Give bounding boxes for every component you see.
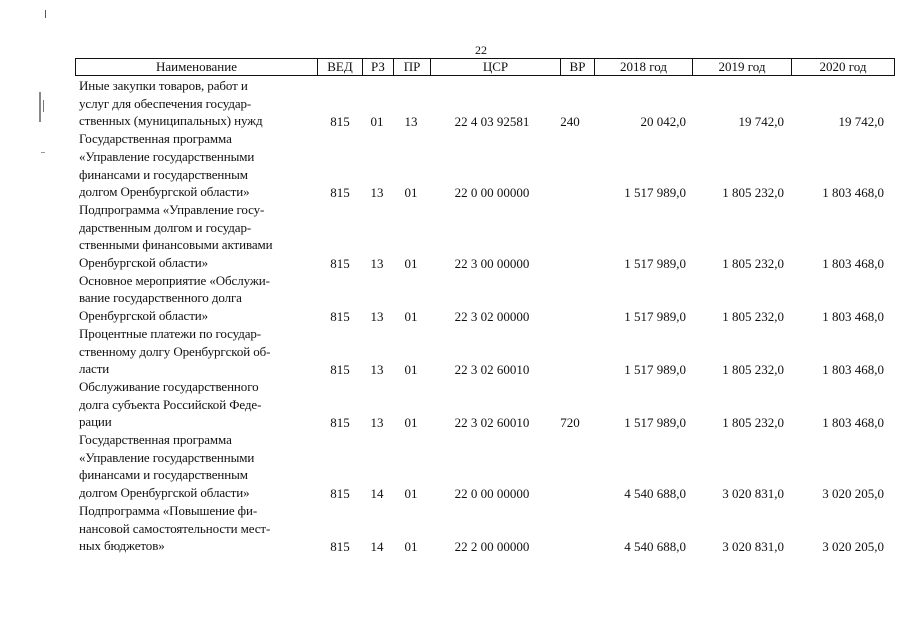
cell-name: Государственная программа «Управление государственными финансами и государственным долгом Оренбургской области» — [79, 131, 255, 200]
col-header-2018: 2018 год — [594, 58, 692, 76]
table-row — [0, 378, 905, 431]
col-header-2019: 2019 год — [692, 58, 791, 76]
page-number: 22 — [475, 43, 487, 57]
cell-rz: 14 — [370, 539, 384, 555]
cell-2019: 1 805 232,0 — [722, 185, 784, 201]
col-header-2020: 2020 год — [791, 58, 895, 76]
cell-ved: 815 — [330, 362, 350, 378]
cell-2018: 1 517 989,0 — [624, 362, 686, 378]
cell-2019: 1 805 232,0 — [722, 415, 784, 431]
cell-csr: 22 0 00 00000 — [454, 486, 530, 502]
cell-name: Обслуживание государственного долга субъекта Российской Феде- рации — [79, 378, 262, 430]
cell-pr: 01 — [404, 309, 418, 325]
cell-2019: 3 020 831,0 — [722, 539, 784, 555]
table-row — [0, 272, 905, 325]
cell-rz: 13 — [370, 255, 384, 271]
table-header — [75, 58, 895, 76]
col-header-pr: ПР — [393, 58, 430, 76]
cell-2019: 1 805 232,0 — [722, 362, 784, 378]
cell-rz: 13 — [370, 415, 384, 431]
cell-2020: 1 803 468,0 — [822, 362, 884, 378]
cell-pr: 01 — [404, 362, 418, 378]
cell-rz: 14 — [370, 486, 384, 502]
cell-pr: 01 — [404, 415, 418, 431]
cell-ved: 815 — [330, 185, 350, 201]
cell-pr: 13 — [404, 114, 418, 130]
cell-ved: 815 — [330, 539, 350, 555]
cell-2018: 1 517 989,0 — [624, 415, 686, 431]
cell-2018: 1 517 989,0 — [624, 309, 686, 325]
cell-name: Государственная программа «Управление государственными финансами и государственным долгом Оренбургской области» — [79, 432, 255, 501]
cell-csr: 22 0 00 00000 — [454, 185, 530, 201]
cell-ved: 815 — [330, 309, 350, 325]
cell-csr: 22 2 00 00000 — [454, 539, 530, 555]
cell-pr: 01 — [404, 185, 418, 201]
col-header-ved: ВЕД — [317, 58, 362, 76]
table-row — [0, 431, 905, 502]
cell-csr: 22 4 03 92581 — [454, 114, 530, 130]
cell-rz: 13 — [370, 309, 384, 325]
scan-artifact — [45, 10, 46, 18]
table-row — [0, 77, 905, 130]
table-row — [0, 325, 905, 378]
cell-rz: 13 — [370, 362, 384, 378]
cell-vr: 240 — [560, 114, 580, 130]
cell-csr: 22 3 02 00000 — [454, 309, 530, 325]
cell-rz: 01 — [370, 114, 384, 130]
cell-2020: 1 803 468,0 — [822, 255, 884, 271]
cell-2020: 1 803 468,0 — [822, 415, 884, 431]
cell-2019: 19 742,0 — [738, 114, 784, 130]
cell-2018: 4 540 688,0 — [624, 486, 686, 502]
scan-artifact — [39, 92, 41, 122]
table-row — [0, 201, 905, 272]
cell-2018: 1 517 989,0 — [624, 185, 686, 201]
cell-rz: 13 — [370, 185, 384, 201]
cell-csr: 22 3 02 60010 — [454, 415, 530, 431]
cell-vr: 720 — [560, 415, 580, 431]
cell-pr: 01 — [404, 539, 418, 555]
scan-artifact — [43, 100, 44, 112]
cell-2020: 1 803 468,0 — [822, 185, 884, 201]
cell-ved: 815 — [330, 255, 350, 271]
scan-artifact — [41, 152, 45, 153]
cell-name: Подпрограмма «Управление госу- дарственным долгом и государ- ственными финансовыми активами Оренбургской области» — [79, 201, 273, 270]
table-row — [0, 130, 905, 201]
cell-2019: 3 020 831,0 — [722, 486, 784, 502]
cell-pr: 01 — [404, 486, 418, 502]
cell-csr: 22 3 00 00000 — [454, 255, 530, 271]
cell-name: Подпрограмма «Повышение фи- нансовой самостоятельности мест- ных бюджетов» — [79, 502, 271, 554]
cell-2018: 20 042,0 — [640, 114, 686, 130]
cell-2018: 1 517 989,0 — [624, 255, 686, 271]
cell-2020: 3 020 205,0 — [822, 539, 884, 555]
cell-2018: 4 540 688,0 — [624, 539, 686, 555]
cell-name: Процентные платежи по государ- ственному долгу Оренбургской об- ласти — [79, 325, 271, 377]
cell-name: Иные закупки товаров, работ и услуг для обеспечения государ- ственных (муниципальных) нужд — [79, 78, 263, 129]
cell-ved: 815 — [330, 486, 350, 502]
cell-ved: 815 — [330, 114, 350, 130]
cell-2020: 1 803 468,0 — [822, 309, 884, 325]
cell-2020: 3 020 205,0 — [822, 486, 884, 502]
cell-2020: 19 742,0 — [838, 114, 884, 130]
col-header-rz: РЗ — [362, 58, 393, 76]
cell-name: Основное мероприятие «Обслужи- вание государственного долга Оренбургской области» — [79, 272, 270, 324]
col-header-csr: ЦСР — [430, 58, 560, 76]
cell-2019: 1 805 232,0 — [722, 255, 784, 271]
cell-pr: 01 — [404, 255, 418, 271]
cell-ved: 815 — [330, 415, 350, 431]
cell-2019: 1 805 232,0 — [722, 309, 784, 325]
table-row — [0, 502, 905, 555]
cell-csr: 22 3 02 60010 — [454, 362, 530, 378]
col-header-name: Наименование — [75, 58, 317, 76]
col-header-vr: ВР — [560, 58, 594, 76]
